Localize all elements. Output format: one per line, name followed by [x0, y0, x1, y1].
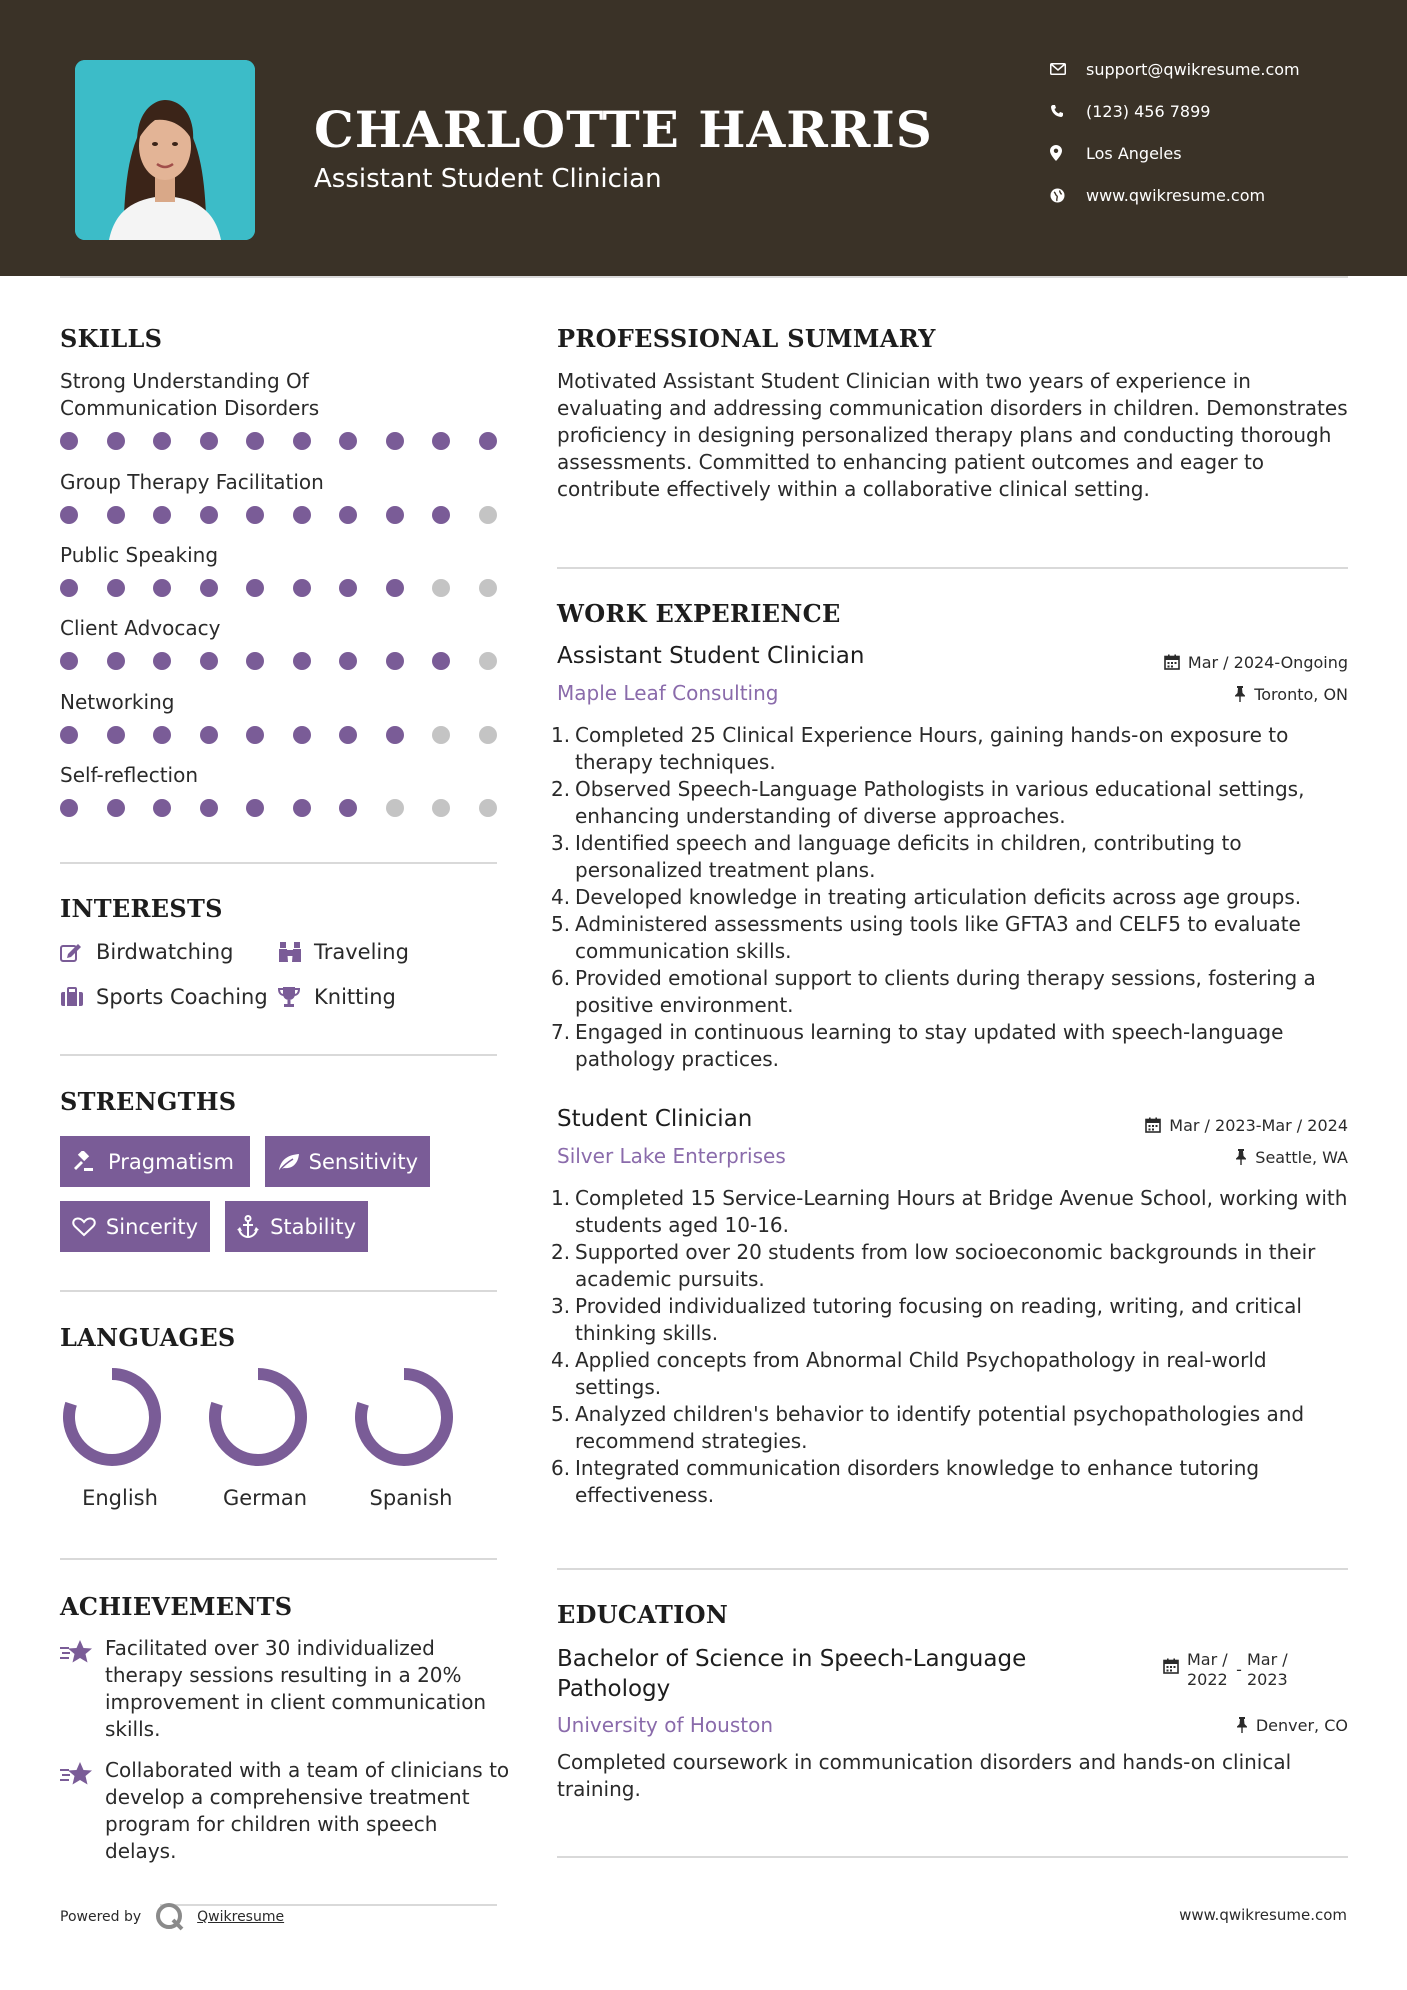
achievement-text: Facilitated over 30 individualized therapy sessions resulting in a 20% improvement in client communication skills. — [105, 1636, 487, 1741]
skills-heading: SKILLS — [60, 324, 163, 353]
education-heading: EDUCATION — [557, 1600, 729, 1629]
skill-dot-filled — [293, 579, 311, 597]
skill-name: Public Speaking — [60, 543, 219, 567]
skill-dot-filled — [432, 652, 450, 670]
strength-tag — [60, 1136, 250, 1187]
education-dates — [1163, 1650, 1291, 1690]
achievement-text: Collaborated with a team of clinicians to develop a comprehensive treatment program for children with speech delays. — [105, 1758, 510, 1863]
skill-dot-filled — [107, 652, 125, 670]
responsibility-text: Integrated communication disorders knowledge to enhance tutoring effectiveness. — [575, 1456, 1260, 1507]
responsibility-text: Completed 15 Service-Learning Hours at Bridge Avenue School, working with students aged 10-16. — [575, 1186, 1348, 1237]
skill-dot-filled — [339, 726, 357, 744]
skill-dot-empty — [432, 579, 450, 597]
responsibility-item — [551, 1347, 1357, 1401]
skill-dot-filled — [339, 506, 357, 524]
phone-icon — [1050, 104, 1086, 118]
job-location-text: Seattle, WA — [1255, 1147, 1348, 1167]
language-name: Spanish — [369, 1486, 453, 1510]
leaf-icon — [277, 1152, 309, 1172]
skill-dot-filled — [153, 726, 171, 744]
education-end: Mar / 2023 — [1247, 1650, 1288, 1689]
skill-dot-filled — [293, 432, 311, 450]
trophy-icon — [278, 986, 314, 1008]
contact-website-text: www.qwikresume.com — [1086, 185, 1266, 205]
strength-label: Stability — [270, 1214, 356, 1239]
language-level-ring — [57, 1362, 167, 1472]
skill-dot-filled — [60, 799, 78, 817]
responsibility-item — [551, 1401, 1357, 1455]
portrait-image — [75, 60, 255, 240]
job-dates — [1164, 650, 1348, 674]
skill-dot-filled — [107, 579, 125, 597]
skill-dot-filled — [107, 432, 125, 450]
language-level-ring — [349, 1362, 459, 1472]
skill-dot-filled — [339, 579, 357, 597]
list-number: 1. — [551, 1186, 571, 1210]
degree-title: Bachelor of Science in Speech-Language Pathology — [557, 1646, 1027, 1702]
strength-tag — [265, 1136, 430, 1187]
school-name: University of Houston — [557, 1713, 774, 1737]
skill-dot-filled — [386, 506, 404, 524]
section-divider — [60, 862, 497, 864]
strength-tag — [225, 1201, 368, 1252]
job-dates-text: Mar / 2024-Ongoing — [1187, 652, 1348, 672]
skill-dot-filled — [386, 726, 404, 744]
job-title: Student Clinician — [557, 1106, 753, 1132]
responsibility-text: Completed 25 Clinical Experience Hours, gaining hands-on exposure to therapy techniques. — [575, 723, 1289, 774]
skill-dot-filled — [200, 652, 218, 670]
contact-phone-text: (123) 456 7899 — [1086, 101, 1211, 121]
skill-dot-filled — [246, 579, 264, 597]
skill-dot-filled — [153, 432, 171, 450]
job-title: Assistant Student Clinician — [557, 643, 865, 669]
interests-heading: INTERESTS — [60, 894, 223, 923]
skill-dot-filled — [200, 432, 218, 450]
strength-label: Sincerity — [105, 1214, 198, 1239]
skill-dot-empty — [479, 652, 497, 670]
responsibility-text: Supported over 20 students from low socioeconomic backgrounds in their academic pursuits. — [575, 1240, 1316, 1291]
skill-dot-empty — [386, 799, 404, 817]
strength-label: Sensitivity — [308, 1149, 418, 1174]
interest-item — [60, 937, 233, 967]
job-dates-text: Mar / 2023-Mar / 2024 — [1169, 1115, 1348, 1135]
interest-item — [278, 982, 396, 1012]
list-number: 7. — [551, 1020, 571, 1044]
skill-dot-empty — [432, 799, 450, 817]
responsibility-item — [551, 1239, 1357, 1293]
job-responsibilities — [551, 722, 1357, 1073]
edit-icon — [60, 942, 96, 962]
achievements-heading: ACHIEVEMENTS — [60, 1592, 293, 1621]
responsibility-item — [551, 1019, 1357, 1073]
skill-dot-filled — [339, 432, 357, 450]
skill-dot-filled — [200, 799, 218, 817]
calendar-icon — [1164, 654, 1180, 670]
skill-dot-filled — [432, 432, 450, 450]
job-location — [1235, 1145, 1348, 1169]
interest-label: Sports Coaching — [96, 985, 268, 1009]
skill-dot-empty — [479, 726, 497, 744]
binoculars-icon — [278, 941, 314, 963]
contact-email[interactable] — [1050, 54, 1370, 84]
email-icon — [1050, 63, 1086, 75]
skill-dot-filled — [339, 799, 357, 817]
list-number: 4. — [551, 1348, 571, 1372]
education-start: Mar / 2022 — [1187, 1650, 1228, 1689]
list-number: 5. — [551, 1402, 571, 1426]
skill-dot-filled — [200, 579, 218, 597]
list-number: 3. — [551, 1294, 571, 1318]
skill-dot-filled — [60, 726, 78, 744]
skill-dot-filled — [107, 799, 125, 817]
skill-dot-filled — [153, 506, 171, 524]
summary-heading: PROFESSIONAL SUMMARY — [557, 324, 936, 353]
education-description: Completed coursework in communication disorders and hands-on clinical training. — [557, 1750, 1292, 1801]
responsibility-text: Analyzed children's behavior to identify potential psychopathologies and recommend strategies. — [575, 1402, 1305, 1453]
skill-dot-filled — [246, 726, 264, 744]
heart-icon — [72, 1217, 106, 1237]
skill-dot-filled — [200, 726, 218, 744]
responsibility-text: Administered assessments using tools like GFTA3 and CELF5 to evaluate communication skills. — [575, 912, 1301, 963]
powered-by-label: Powered by — [60, 1909, 142, 1925]
responsibility-text: Engaged in continuous learning to stay updated with speech-language pathology practices. — [575, 1020, 1284, 1071]
skill-dot-empty — [479, 579, 497, 597]
powered-by — [60, 1900, 284, 1934]
responsibility-item — [551, 884, 1357, 911]
contact-email-text: support@qwikresume.com — [1086, 59, 1300, 79]
skill-name: Client Advocacy — [60, 616, 221, 640]
responsibility-text: Observed Speech-Language Pathologists in various educational settings, enhancing understanding of diverse approaches. — [575, 777, 1305, 828]
responsibility-text: Developed knowledge in treating articulation deficits across age groups. — [575, 885, 1302, 909]
education-location-text: Denver, CO — [1255, 1715, 1348, 1735]
skill-dot-filled — [246, 432, 264, 450]
globe-icon — [1050, 188, 1086, 203]
contact-location — [1050, 138, 1370, 168]
language-name: German — [222, 1486, 308, 1510]
company-name: Maple Leaf Consulting — [557, 681, 779, 705]
responsibility-text: Applied concepts from Abnormal Child Psychopathology in real-world settings. — [575, 1348, 1267, 1399]
calendar-icon — [1145, 1117, 1161, 1133]
list-number: 3. — [551, 831, 571, 855]
strengths-heading: STRENGTHS — [60, 1087, 237, 1116]
responsibility-item — [551, 830, 1357, 884]
responsibility-text: Provided emotional support to clients during therapy sessions, fostering a positive environment. — [575, 966, 1316, 1017]
interest-label: Birdwatching — [96, 940, 234, 964]
skill-dot-filled — [60, 652, 78, 670]
candidate-title: Assistant Student Clinician — [314, 164, 662, 194]
skill-dot-filled — [386, 652, 404, 670]
list-number: 1. — [551, 723, 571, 747]
experience-heading: WORK EXPERIENCE — [557, 599, 841, 628]
skill-dot-filled — [339, 652, 357, 670]
skill-rating — [60, 799, 500, 819]
skill-rating — [60, 652, 500, 672]
skill-dot-filled — [386, 579, 404, 597]
education-location — [1236, 1713, 1348, 1737]
skill-dot-filled — [246, 506, 264, 524]
skill-dot-empty — [432, 726, 450, 744]
skill-name: Self-reflection — [60, 763, 199, 787]
skill-rating — [60, 506, 500, 526]
skill-dot-filled — [246, 652, 264, 670]
responsibility-item — [551, 776, 1357, 830]
skill-rating — [60, 579, 500, 599]
company-name: Silver Lake Enterprises — [557, 1144, 786, 1168]
skill-dot-filled — [153, 799, 171, 817]
interest-label: Traveling — [314, 940, 409, 964]
qwikresume-logo-icon — [155, 1902, 185, 1932]
language-name: English — [82, 1486, 158, 1510]
location-icon — [1050, 145, 1086, 161]
skill-dot-filled — [153, 579, 171, 597]
section-divider — [557, 567, 1348, 569]
job-location-text: Toronto, ON — [1254, 684, 1348, 704]
star-icon — [60, 1761, 94, 1791]
list-number: 4. — [551, 885, 571, 909]
brand-link[interactable]: Qwikresume — [197, 1909, 285, 1925]
skill-name: Group Therapy Facilitation — [60, 470, 324, 494]
pin-icon — [1235, 1149, 1247, 1165]
skill-name: Networking — [60, 690, 175, 714]
skill-name: Strong Understanding Of Communication Disorders — [60, 369, 320, 420]
skill-dot-filled — [293, 799, 311, 817]
star-icon — [60, 1639, 94, 1669]
languages-heading: LANGUAGES — [60, 1323, 236, 1352]
contact-website[interactable] — [1050, 180, 1370, 210]
interest-label: Knitting — [314, 985, 396, 1009]
section-divider — [557, 1568, 1348, 1570]
list-number: 6. — [551, 966, 571, 990]
interest-item — [60, 982, 268, 1012]
strength-tag — [60, 1201, 210, 1252]
footer-website[interactable]: www.qwikresume.com — [1179, 1906, 1347, 1924]
skill-dot-filled — [432, 506, 450, 524]
skill-dot-filled — [293, 726, 311, 744]
job-dates — [1145, 1113, 1348, 1137]
skill-dot-filled — [246, 799, 264, 817]
list-number: 6. — [551, 1456, 571, 1480]
skill-dot-filled — [200, 506, 218, 524]
skill-dot-filled — [153, 652, 171, 670]
pin-icon — [1234, 686, 1246, 702]
responsibility-item — [551, 911, 1357, 965]
interest-item — [278, 937, 409, 967]
list-number: 2. — [551, 1240, 571, 1264]
responsibility-text: Identified speech and language deficits in children, contributing to personalized treatment plans. — [575, 831, 1242, 882]
job-location — [1234, 682, 1348, 706]
candidate-name: CHARLOTTE HARRIS — [314, 100, 933, 159]
profile-photo — [75, 60, 255, 240]
list-number: 2. — [551, 777, 571, 801]
strength-label: Pragmatism — [108, 1149, 234, 1174]
header-divider — [60, 276, 1348, 278]
skill-rating — [60, 726, 500, 746]
date-separator: - — [1236, 1660, 1242, 1679]
skill-dot-filled — [60, 432, 78, 450]
section-divider — [60, 1558, 497, 1560]
skill-dot-filled — [386, 432, 404, 450]
responsibility-item — [551, 1293, 1357, 1347]
list-number: 5. — [551, 912, 571, 936]
summary-text: Motivated Assistant Student Clinician with two years of experience in evaluating and addressing communication disorders in children. Demonstrates proficiency in designing personalized therapy plans and conducting thorough assessments. Committed to enhancing patient outcomes and eager to contribute effectively within a collaborative clinical setting. — [557, 369, 1348, 501]
skill-dot-filled — [60, 506, 78, 524]
skill-dot-empty — [479, 799, 497, 817]
skill-rating — [60, 432, 500, 452]
contact-location-text: Los Angeles — [1086, 143, 1182, 163]
calendar-icon — [1163, 1658, 1179, 1674]
anchor-icon — [237, 1215, 270, 1239]
responsibility-item — [551, 1455, 1357, 1509]
language-level-ring — [203, 1362, 313, 1472]
briefcase-icon — [60, 987, 96, 1007]
skill-dot-filled — [293, 506, 311, 524]
section-divider — [60, 1290, 497, 1292]
section-divider — [60, 1054, 497, 1056]
skill-dot-filled — [107, 726, 125, 744]
skill-dot-filled — [479, 432, 497, 450]
skill-dot-empty — [479, 506, 497, 524]
skill-dot-filled — [293, 652, 311, 670]
contact-phone[interactable] — [1050, 96, 1370, 126]
responsibility-item — [551, 722, 1357, 776]
responsibility-item — [551, 1185, 1357, 1239]
skill-dot-filled — [60, 579, 78, 597]
responsibility-text: Provided individualized tutoring focusing on reading, writing, and critical thinking skills. — [575, 1294, 1302, 1345]
job-responsibilities — [551, 1185, 1357, 1509]
responsibility-item — [551, 965, 1357, 1019]
gavel-icon — [72, 1151, 108, 1173]
resume-header — [0, 0, 1407, 276]
section-divider — [557, 1856, 1348, 1858]
pin-icon — [1236, 1717, 1248, 1733]
skill-dot-filled — [107, 506, 125, 524]
